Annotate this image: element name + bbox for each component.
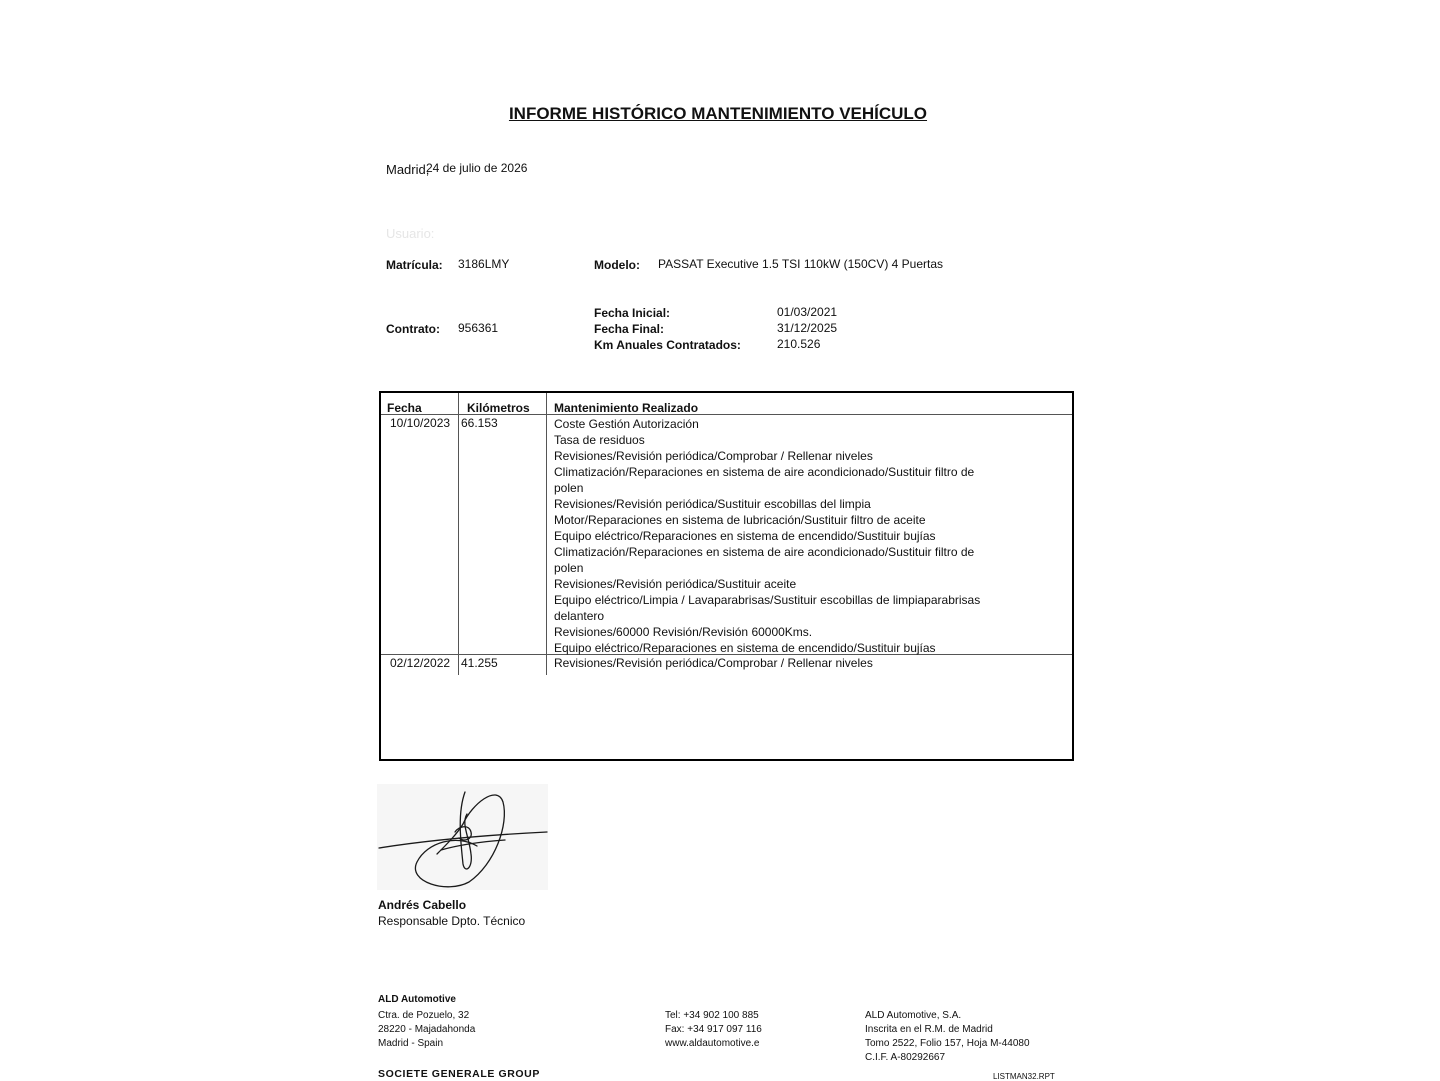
- maintenance-table: [379, 391, 1074, 761]
- footer-fax: Fax: +34 917 097 116: [665, 1024, 762, 1035]
- footer-company: ALD Automotive: [378, 994, 456, 1005]
- task-item: polen: [554, 561, 584, 575]
- footer-address-line: Madrid - Spain: [378, 1038, 444, 1049]
- column-divider-km: [546, 393, 547, 675]
- report-file-id: LISTMAN32.RPT: [993, 1072, 1055, 1081]
- row-fecha: 02/12/2022: [390, 656, 451, 670]
- footer-address-line: Ctra. de Pozuelo, 32: [378, 1010, 470, 1021]
- report-date: 24 de julio de 2026: [426, 161, 528, 175]
- task-item: Equipo eléctrico/Reparaciones en sistema de encendido/Sustituir bujías: [554, 529, 936, 543]
- footer-legal-line: ALD Automotive, S.A.: [865, 1010, 962, 1021]
- column-divider-date: [458, 393, 459, 675]
- fecha-final-value: 31/12/2025: [777, 321, 838, 335]
- task-item: Equipo eléctrico/Reparaciones en sistema de encendido/Sustituir bujías: [554, 641, 936, 655]
- task-item: Equipo eléctrico/Limpia / Lavaparabrisas/Sustituir escobillas de limpiaparabrisas: [554, 593, 981, 607]
- signer-name: Andrés Cabello: [378, 898, 467, 912]
- contrato-label: Contrato:: [386, 322, 440, 336]
- signer-role: Responsable Dpto. Técnico: [378, 914, 526, 928]
- footer-website-link[interactable]: www.aldautomotive.e: [665, 1038, 760, 1049]
- footer-legal-line: Tomo 2522, Folio 157, Hoja M-44080: [865, 1038, 1030, 1049]
- footer-phone: Tel: +34 902 100 885: [665, 1010, 759, 1021]
- matricula-value: 3186LMY: [458, 257, 510, 271]
- usuario-label: Usuario:: [386, 226, 435, 241]
- task-item: Revisiones/Revisión periódica/Comprobar / Rellenar niveles: [554, 656, 873, 670]
- task-item: Revisiones/60000 Revisión/Revisión 60000Kms.: [554, 625, 813, 639]
- task-item: Climatización/Reparaciones en sistema de aire acondicionado/Sustituir filtro de: [554, 545, 975, 559]
- row-kilometros: 66.153: [461, 416, 498, 430]
- task-item: Revisiones/Revisión periódica/Comprobar / Rellenar niveles: [554, 449, 873, 463]
- report-title: INFORME HISTÓRICO MANTENIMIENTO VEHÍCULO: [508, 104, 928, 123]
- task-item: Coste Gestión Autorización: [554, 417, 699, 431]
- handwritten-signature: [377, 784, 548, 890]
- row-kilometros: 41.255: [461, 656, 498, 670]
- task-item: polen: [554, 481, 584, 495]
- task-item: Revisiones/Revisión periódica/Sustituir aceite: [554, 577, 797, 591]
- fecha-inicial-label: Fecha Inicial:: [594, 306, 671, 320]
- task-item: delantero: [554, 609, 605, 623]
- matricula-label: Matrícula:: [386, 258, 443, 272]
- modelo-value: PASSAT Executive 1.5 TSI 110kW (150CV) 4 Puertas: [658, 257, 944, 271]
- group-logo-text: SOCIETE GENERALE GROUP: [378, 1068, 540, 1080]
- task-item: Motor/Reparaciones en sistema de lubricación/Sustituir filtro de aceite: [554, 513, 926, 527]
- header-mantenimiento: Mantenimiento Realizado: [554, 401, 699, 415]
- row-fecha: 10/10/2023: [390, 416, 451, 430]
- task-item: Climatización/Reparaciones en sistema de aire acondicionado/Sustituir filtro de: [554, 465, 975, 479]
- footer-address-line: 28220 - Majadahonda: [378, 1024, 476, 1035]
- fecha-final-label: Fecha Final:: [594, 322, 665, 336]
- header-kilometros: Kilómetros: [467, 401, 530, 415]
- modelo-label: Modelo:: [594, 258, 640, 272]
- footer-legal-line: Inscrita en el R.M. de Madrid: [865, 1024, 993, 1035]
- km-anuales-value: 210.526: [777, 337, 821, 351]
- signature-image: [377, 784, 548, 890]
- contrato-value: 956361: [458, 321, 499, 335]
- fecha-inicial-value: 01/03/2021: [777, 305, 838, 319]
- footer-legal-line: C.I.F. A-80292667: [865, 1052, 946, 1063]
- header-fecha: Fecha: [387, 401, 422, 415]
- task-item: Revisiones/Revisión periódica/Sustituir escobillas del limpia: [554, 497, 871, 511]
- task-item: Tasa de residuos: [554, 433, 645, 447]
- km-anuales-label: Km Anuales Contratados:: [594, 338, 741, 352]
- place-label: Madrid,: [386, 162, 430, 177]
